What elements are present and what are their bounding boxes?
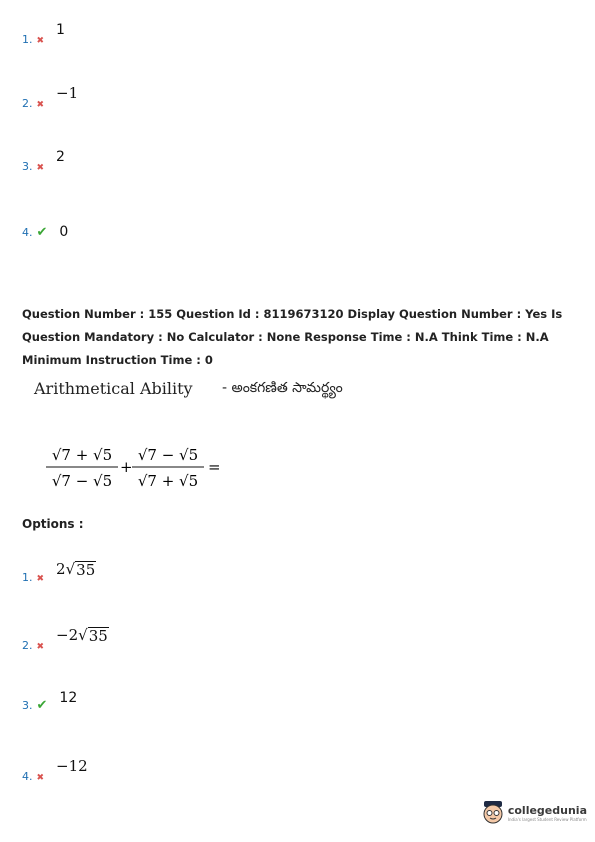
option-number: 2. (22, 639, 33, 652)
option-value: −1 (56, 84, 79, 102)
option-value: 0 (59, 224, 69, 240)
check-icon: ✔ (36, 698, 48, 713)
option-value: 2 (56, 149, 65, 165)
prev-option-4 (22, 223, 68, 239)
option-number: 4. (22, 226, 33, 239)
prev-option-1 (22, 22, 65, 46)
option-value (56, 626, 109, 644)
cross-icon: ✖ (36, 574, 45, 584)
option-value: 12 (59, 690, 78, 706)
option-number: 1. (22, 571, 33, 584)
option-number: 3. (22, 160, 33, 173)
logo-tagline: India's largest Student Review Platform (507, 817, 587, 822)
collegedunia-logo (481, 800, 587, 826)
formula-numerator-1: √7 + √5 (51, 446, 113, 464)
sqrt-coefficient: −2 (56, 626, 79, 644)
cross-icon: ✖ (36, 773, 45, 783)
option-4 (22, 757, 88, 783)
option-number: 3. (22, 699, 33, 712)
mascot-icon (481, 800, 505, 826)
subject-english: Arithmetical Ability (34, 379, 193, 398)
prev-option-3 (22, 149, 65, 173)
question-meta: Question Number : 155 Question Id : 8119673120 Display Question Number : Yes Is Question Mandatory : No Calculator : None Response Time : N.A Think Time : N.A Minimum Instruction Time : 0 (22, 307, 563, 367)
formula-numerator-2: √7 − √5 (137, 446, 199, 464)
subject-telugu: - అంకగణిత సామర్థ్యం (222, 380, 343, 396)
formula-denominator-2: √7 + √5 (137, 472, 199, 490)
logo-name: collegedunia (507, 804, 587, 817)
options-label: Options : (22, 517, 84, 531)
sqrt-radicand: 35 (76, 560, 96, 579)
formula-denominator-1: √7 − √5 (51, 472, 113, 490)
sqrt-coefficient: 2 (56, 560, 66, 578)
formula-equals: = (208, 458, 221, 476)
option-value (56, 560, 96, 578)
option-value: 1 (56, 22, 65, 38)
option-1 (22, 560, 96, 584)
check-icon: ✔ (36, 225, 48, 240)
cross-icon: ✖ (36, 642, 45, 652)
option-value: −12 (56, 757, 88, 775)
option-3 (22, 690, 78, 713)
option-number: 2. (22, 97, 33, 110)
option-number: 1. (22, 33, 33, 46)
prev-option-2 (22, 84, 79, 110)
sqrt-radicand: 35 (88, 626, 108, 645)
option-number: 4. (22, 770, 33, 783)
question-formula (46, 440, 226, 496)
option-2 (22, 626, 109, 652)
cross-icon: ✖ (36, 36, 45, 46)
cross-icon: ✖ (36, 100, 45, 110)
formula-plus: + (120, 458, 133, 476)
sqrt-expression: √ 35 (65, 560, 96, 579)
sqrt-expression: √ 35 (78, 626, 108, 645)
cross-icon: ✖ (36, 163, 45, 173)
